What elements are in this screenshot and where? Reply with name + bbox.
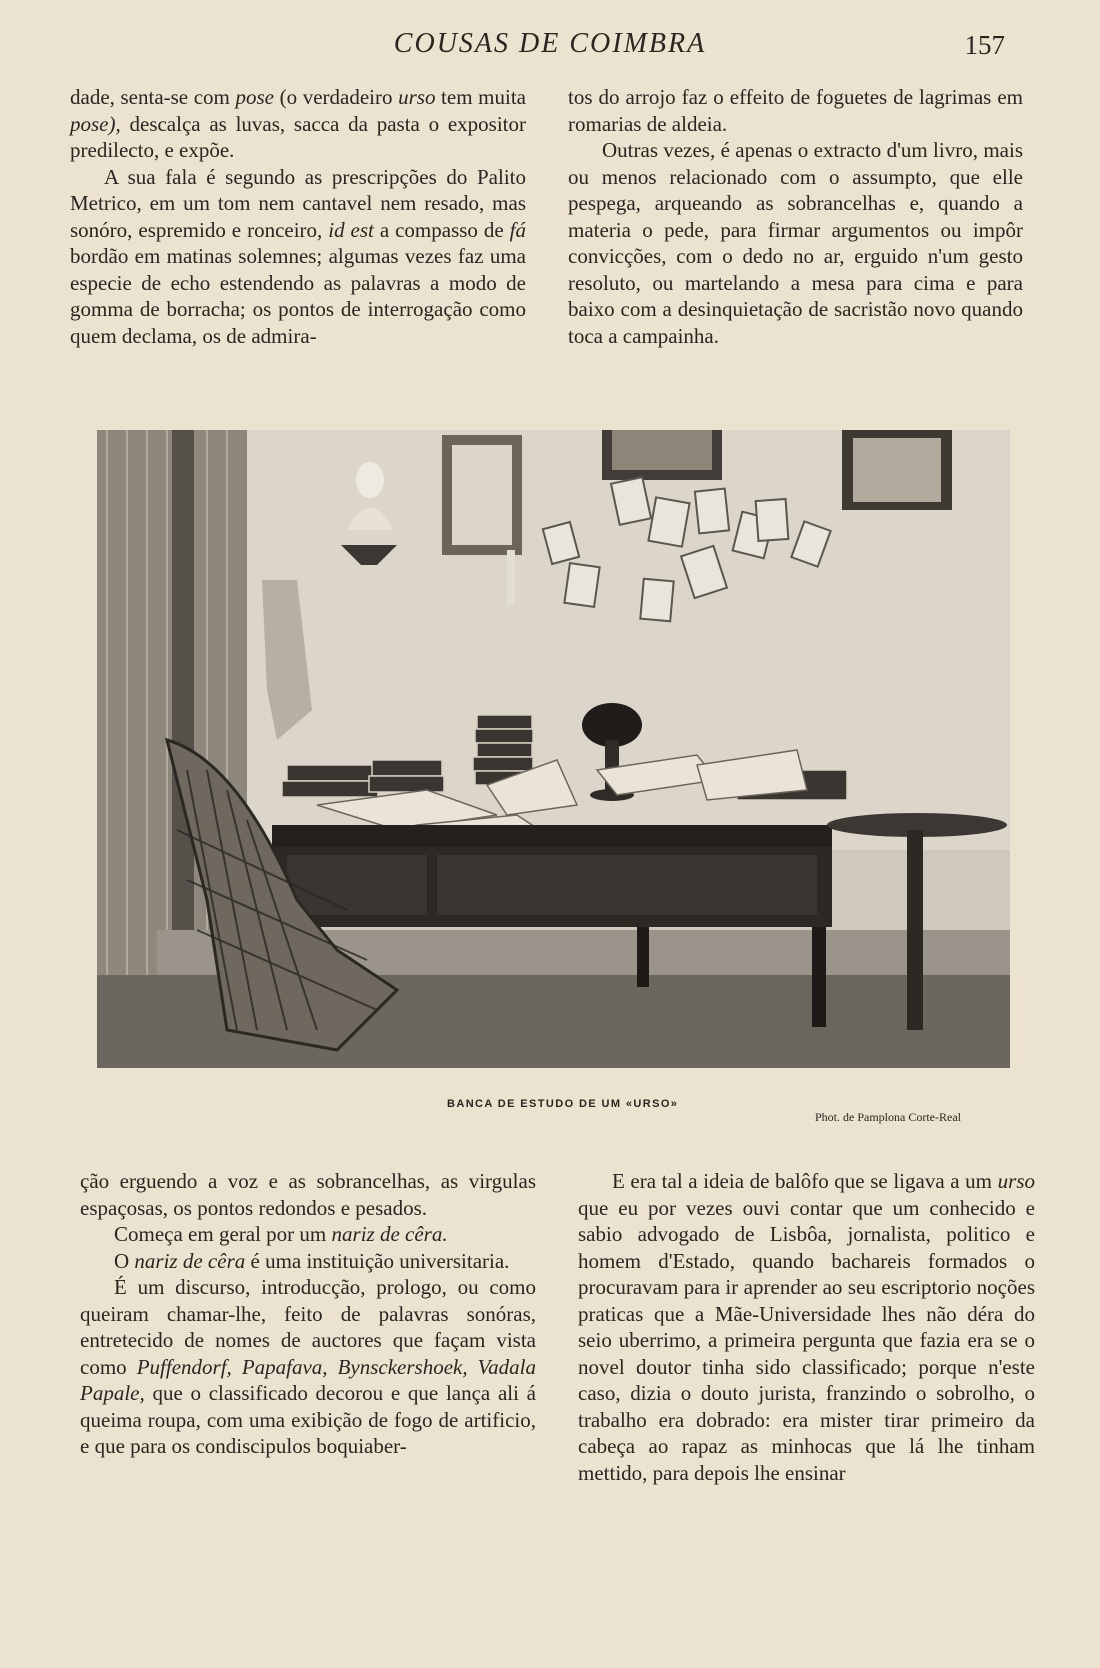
text-run: A sua fala é segundo as prescripções do Palito Metrico, em um tom nem cantavel nem resado, mas sonóro, espremido e ronceiro, [70, 164, 526, 242]
italic-text: pose [235, 85, 274, 109]
text-run: ção erguendo a voz e as sobrancelhas, as virgulas espaçosas, os pontos redondos e pesados. [80, 1169, 536, 1220]
text-run: é uma instituição universitaria. [245, 1248, 510, 1273]
running-title: COUSAS DE COIMBRA [393, 28, 707, 59]
text-run: bordão em matinas solemnes; algumas vezes faz uma especie de echo estendendo as palavras a modo de gomma de borracha; os pontos de interrogação como quem declama, os de admira- [70, 244, 526, 348]
bottom-left-column [80, 1168, 536, 1460]
paragraph [80, 1168, 536, 1221]
text-run: E era tal a ideia de balôfo que se ligava a um [612, 1169, 998, 1193]
study-desk-illustration [97, 430, 1010, 1068]
text-run: que o classificado decorou e que lança ali á queima roupa, com uma exibição de fogo de artificio, e que para os condiscipulos boquiaber- [80, 1381, 536, 1458]
text-run: (o verdadeiro [274, 85, 399, 109]
paragraph [568, 84, 1023, 137]
italic-text: nariz de cêra. [331, 1222, 448, 1246]
paragraph [80, 1274, 536, 1460]
page-number: 157 [964, 30, 1005, 60]
photo-caption: BANCA DE ESTUDO DE UM «URSO» [447, 1098, 679, 1110]
text-run: Outras vezes, é apenas o extracto d'um livro, mais ou menos relacionado com o assumpto, que elle pespega, arqueando as sobrancelhas e, quando a materia o pede, para firmar argumentos ou impôr convicções, com o dedo no ar, erguido n'um gesto resoluto, ou martelando a mesa para cima e para baixo com a desinquietação de sacristão novo quando toca a campainha. [568, 138, 1023, 348]
text-run: Começa em geral por um [114, 1222, 332, 1246]
top-left-column [70, 84, 526, 349]
text-run: dade, senta-se com [70, 85, 236, 109]
italic-text: fá [509, 217, 526, 242]
italic-text: urso [997, 1169, 1035, 1193]
paragraph [80, 1248, 536, 1275]
paragraph [70, 84, 526, 164]
page-header [0, 28, 1100, 68]
photograph-study-desk [97, 430, 1010, 1068]
text-run: descalça as luvas, sacca da pasta o expositor predilecto, e expõe. [70, 111, 526, 162]
text-run: É um discurso, introducção, prologo, ou como queiram chamar-lhe, feito de palavras sonóras, entretecido de nomes de auctores que façam vista como [80, 1275, 536, 1379]
italic-text: Puffendorf, Papafava, Bynsckershoek, Vadala Papale, [80, 1354, 536, 1405]
italic-text: pose), [70, 111, 121, 136]
text-run: que eu por vezes ouvi contar que um conhecido e sabio advogado de Lisbôa, jornalista, politico e homem d'Estado, quando bachareis formados o procuravam para ir aprender ao seu escriptorio noções praticas que a Mãe-Universidade lhes não déra do seio uberrimo, a primeira pergunta que fazia era se o novel doutor tinha sido classificado; porque n'este caso, dizia o douto jurista, franzindo o sobrolho, o trabalho era dobrado: era mister tirar primeiro da cabeça ao rapaz as minhocas que lá lhe tinham mettido, para depois lhe ensinar [578, 1195, 1035, 1485]
paragraph [80, 1221, 536, 1248]
top-right-column [568, 84, 1023, 349]
text-run: tem muita [435, 85, 526, 109]
italic-text: id est [328, 217, 374, 242]
text-run: a compasso de [373, 217, 510, 242]
italic-text: urso [398, 85, 436, 109]
text-run: tos do arrojo faz o effeito de foguetes de lagrimas em romarias de aldeia. [568, 85, 1023, 136]
text-run: O [114, 1248, 135, 1273]
paragraph [70, 164, 526, 350]
bottom-right-column [578, 1168, 1035, 1486]
paragraph [568, 137, 1023, 349]
paragraph [578, 1168, 1035, 1486]
photo-credit: Phot. de Pamplona Corte-Real [815, 1110, 961, 1124]
italic-text: nariz de cêra [134, 1248, 246, 1273]
